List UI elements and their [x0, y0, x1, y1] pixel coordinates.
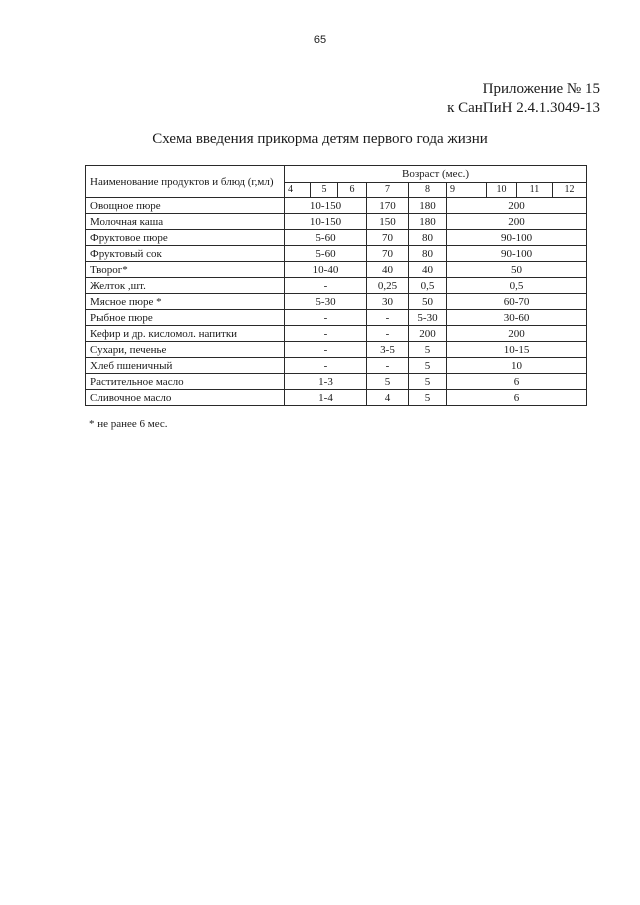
months-4-6-cell: 5-60	[285, 230, 367, 246]
months-4-6-cell: 5-30	[285, 294, 367, 310]
months-9-12-cell: 0,5	[447, 278, 587, 294]
page-number: 65	[313, 34, 327, 46]
months-4-6-cell: 10-150	[285, 198, 367, 214]
table-row	[86, 326, 587, 342]
month-7-cell: -	[367, 310, 409, 326]
table-row	[86, 262, 587, 278]
feeding-schedule-table	[85, 165, 587, 406]
months-4-6-cell: 1-3	[285, 374, 367, 390]
month-8-cell: 5-30	[409, 310, 447, 326]
months-4-6-cell: -	[285, 310, 367, 326]
header-month: 6	[338, 183, 367, 198]
table-row	[86, 198, 587, 214]
header-month: 10	[487, 183, 517, 198]
months-9-12-cell: 90-100	[447, 230, 587, 246]
month-8-cell: 5	[409, 342, 447, 358]
months-4-6-cell: -	[285, 278, 367, 294]
table-row	[86, 278, 587, 294]
table-row	[86, 374, 587, 390]
header-month: 12	[553, 183, 587, 198]
month-7-cell: 5	[367, 374, 409, 390]
month-7-cell: 3-5	[367, 342, 409, 358]
months-9-12-cell: 200	[447, 198, 587, 214]
header-month: 7	[367, 183, 409, 198]
footnote: * не ранее 6 мес.	[89, 418, 168, 430]
month-8-cell: 80	[409, 230, 447, 246]
months-9-12-cell: 90-100	[447, 246, 587, 262]
months-4-6-cell: 1-4	[285, 390, 367, 406]
table-row	[86, 342, 587, 358]
product-name-cell: Желток ,шт.	[86, 278, 285, 294]
table-row	[86, 294, 587, 310]
product-name-cell: Фруктовое пюре	[86, 230, 285, 246]
product-name-cell: Сухари, печенье	[86, 342, 285, 358]
table-row	[86, 246, 587, 262]
month-7-cell: -	[367, 358, 409, 374]
months-4-6-cell: -	[285, 342, 367, 358]
month-8-cell: 5	[409, 358, 447, 374]
header-product-name: Наименование продуктов и блюд (г,мл)	[86, 166, 285, 198]
table-row	[86, 390, 587, 406]
months-9-12-cell: 6	[447, 374, 587, 390]
product-name-cell: Фруктовый сок	[86, 246, 285, 262]
appendix-sanpin: к СанПиН 2.4.1.3049-13	[447, 100, 600, 116]
months-9-12-cell: 200	[447, 326, 587, 342]
month-7-cell: 170	[367, 198, 409, 214]
appendix-reference	[447, 80, 600, 118]
months-9-12-cell: 200	[447, 214, 587, 230]
month-8-cell: 180	[409, 214, 447, 230]
month-8-cell: 180	[409, 198, 447, 214]
month-8-cell: 50	[409, 294, 447, 310]
header-month: 5	[311, 183, 338, 198]
months-9-12-cell: 10	[447, 358, 587, 374]
product-name-cell: Овощное пюре	[86, 198, 285, 214]
product-name-cell: Молочная каша	[86, 214, 285, 230]
table-row	[86, 310, 587, 326]
header-month: 8	[409, 183, 447, 198]
appendix-number: Приложение № 15	[482, 81, 600, 97]
month-8-cell: 5	[409, 390, 447, 406]
month-8-cell: 40	[409, 262, 447, 278]
table-row	[86, 230, 587, 246]
product-name-cell: Кефир и др. кисломол. напитки	[86, 326, 285, 342]
months-9-12-cell: 6	[447, 390, 587, 406]
months-9-12-cell: 10-15	[447, 342, 587, 358]
product-name-cell: Творог*	[86, 262, 285, 278]
months-4-6-cell: -	[285, 358, 367, 374]
table-row	[86, 358, 587, 374]
product-name-cell: Сливочное масло	[86, 390, 285, 406]
month-8-cell: 200	[409, 326, 447, 342]
month-8-cell: 0,5	[409, 278, 447, 294]
month-7-cell: 0,25	[367, 278, 409, 294]
header-age: Возраст (мес.)	[285, 166, 587, 183]
document-title: Схема введения прикорма детям первого года жизни	[152, 131, 488, 147]
header-month: 4	[285, 183, 311, 198]
months-4-6-cell: -	[285, 326, 367, 342]
months-4-6-cell: 5-60	[285, 246, 367, 262]
header-month: 9	[447, 183, 487, 198]
product-name-cell: Хлеб пшеничный	[86, 358, 285, 374]
month-7-cell: -	[367, 326, 409, 342]
month-8-cell: 5	[409, 374, 447, 390]
month-7-cell: 70	[367, 246, 409, 262]
month-8-cell: 80	[409, 246, 447, 262]
header-month: 11	[517, 183, 553, 198]
month-7-cell: 70	[367, 230, 409, 246]
month-7-cell: 4	[367, 390, 409, 406]
months-9-12-cell: 50	[447, 262, 587, 278]
month-7-cell: 150	[367, 214, 409, 230]
months-9-12-cell: 60-70	[447, 294, 587, 310]
month-7-cell: 40	[367, 262, 409, 278]
product-name-cell: Рыбное пюре	[86, 310, 285, 326]
product-name-cell: Мясное пюре *	[86, 294, 285, 310]
product-name-cell: Растительное масло	[86, 374, 285, 390]
table-row	[86, 214, 587, 230]
month-7-cell: 30	[367, 294, 409, 310]
months-4-6-cell: 10-40	[285, 262, 367, 278]
months-4-6-cell: 10-150	[285, 214, 367, 230]
months-9-12-cell: 30-60	[447, 310, 587, 326]
